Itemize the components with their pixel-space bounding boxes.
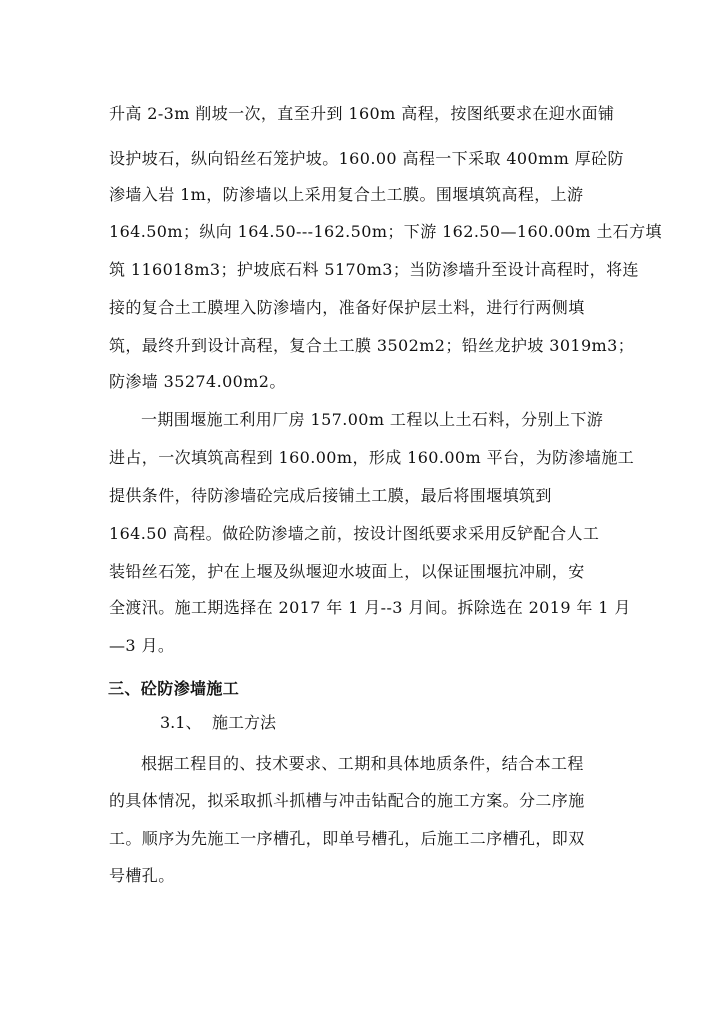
paragraph3-line: 的具体情况，拟采取抓斗抓槽与冲击钻配合的施工方案。分二序施: [109, 791, 585, 810]
section-heading: 三、砼防渗墙施工: [108, 679, 240, 698]
paragraph1-line: 筑 116018m3；护坡底石料 5170m3；当防渗墙升至设计高程时，将连: [109, 260, 639, 279]
paragraph1-line: 筑，最终升到设计高程，复合土工膜 3502m2；铅丝龙护坡 3019m3；: [109, 336, 635, 355]
paragraph2-line: 进占，一次填筑高程到 160.00m，形成 160.00m 平台，为防渗墙施工: [109, 448, 635, 467]
subsection-number: 3.1、: [160, 713, 202, 732]
paragraph1-line: 164.50m；纵向 164.50---162.50m；下游 162.50—160.00m 土石方填: [109, 222, 662, 241]
paragraph2-line: 164.50 高程。做砼防渗墙之前，按设计图纸要求采用反铲配合人工: [109, 524, 600, 543]
paragraph2-line: 装铅丝石笼，护在上堰及纵堰迎水坡面上，以保证围堰抗冲刷，安: [109, 562, 585, 581]
subsection-heading: [160, 713, 276, 733]
paragraph1-line: 渗墙入岩 1m，防渗墙以上采用复合土工膜。围堰填筑高程，上游: [109, 185, 584, 204]
paragraph2-line: —3 月。: [109, 636, 175, 655]
paragraph2-line: 一期围堰施工利用厂房 157.00m 工程以上土石料，分别上下游: [141, 410, 604, 429]
paragraph1-line: 接的复合土工膜埋入防渗墙内，准备好保护层土料，进行行两侧填: [109, 298, 585, 317]
paragraph2-line: 提供条件，待防渗墙砼完成后接铺土工膜，最后将围堰填筑到: [109, 486, 552, 505]
paragraph1-line: 防渗墙 35274.00m2。: [109, 372, 286, 391]
paragraph1-line: 设护坡石，纵向铅丝石笼护坡。160.00 高程一下采取 400mm 厚砼防: [109, 149, 624, 168]
paragraph1-line: 升高 2-3m 削坡一次，直至升到 160m 高程，按图纸要求在迎水面铺: [109, 104, 615, 123]
paragraph3-line: 号槽孔。: [109, 866, 175, 885]
paragraph3-line: 工。顺序为先施工一序槽孔，即单号槽孔，后施工二序槽孔，即双: [109, 829, 585, 848]
paragraph2-line: 全渡汛。施工期选择在 2017 年 1 月--3 月间。拆除选在 2019 年 1 月: [109, 598, 631, 617]
paragraph3-line: 根据工程目的、技术要求、工期和具体地质条件，结合本工程: [141, 754, 584, 773]
subsection-title: 施工方法: [212, 713, 277, 732]
